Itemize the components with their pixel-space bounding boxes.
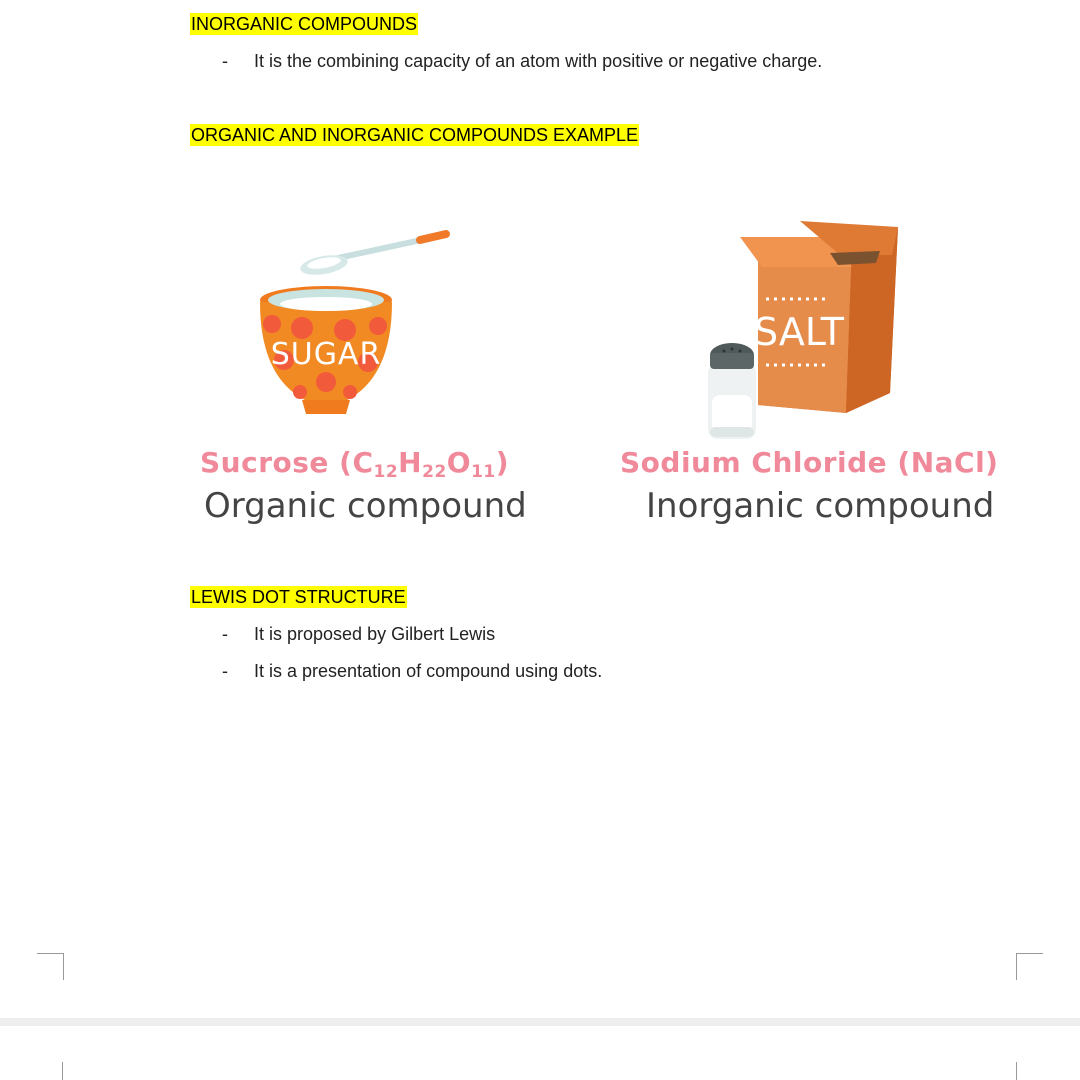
bullet-text: It is a presentation of compound using dots. — [254, 661, 603, 681]
page-break — [0, 1018, 1080, 1026]
sodium-chloride-formula: Sodium Chloride (NaCl) — [620, 446, 999, 479]
sugar-label: SUGAR — [270, 337, 382, 372]
spoon-icon — [299, 234, 446, 278]
bullet-dash: - — [222, 624, 228, 644]
heading-inorganic-compounds: INORGANIC COMPOUNDS — [191, 14, 418, 34]
bullet-dash: - — [222, 51, 228, 71]
salt-shaker-icon — [708, 343, 756, 439]
crop-mark-top-left — [62, 1062, 64, 1080]
heading-lewis-dot-structure: LEWIS DOT STRUCTURE — [191, 587, 406, 607]
salt-label: SALT — [754, 310, 844, 354]
bullet-dash: - — [222, 661, 228, 681]
crop-mark-bottom-right — [1016, 953, 1043, 980]
bullet-text: It is the combining capacity of an atom with positive or negative charge. — [254, 51, 823, 71]
crop-mark-bottom-left — [37, 953, 64, 980]
sugar-bowl-icon — [250, 222, 460, 422]
bullet-text: It is proposed by Gilbert Lewis — [254, 624, 496, 644]
next-page — [0, 1026, 1080, 1080]
heading-examples: ORGANIC AND INORGANIC COMPOUNDS EXAMPLE — [191, 125, 639, 145]
salt-bag-icon — [700, 215, 910, 445]
sucrose-formula: Sucrose $(C_{12}H_{22}O_{11})$ — [200, 446, 510, 482]
organic-compound-label: Organic compound — [204, 486, 527, 526]
inorganic-compound-label: Inorganic compound — [646, 486, 995, 526]
crop-mark-top-right — [1016, 1062, 1018, 1080]
